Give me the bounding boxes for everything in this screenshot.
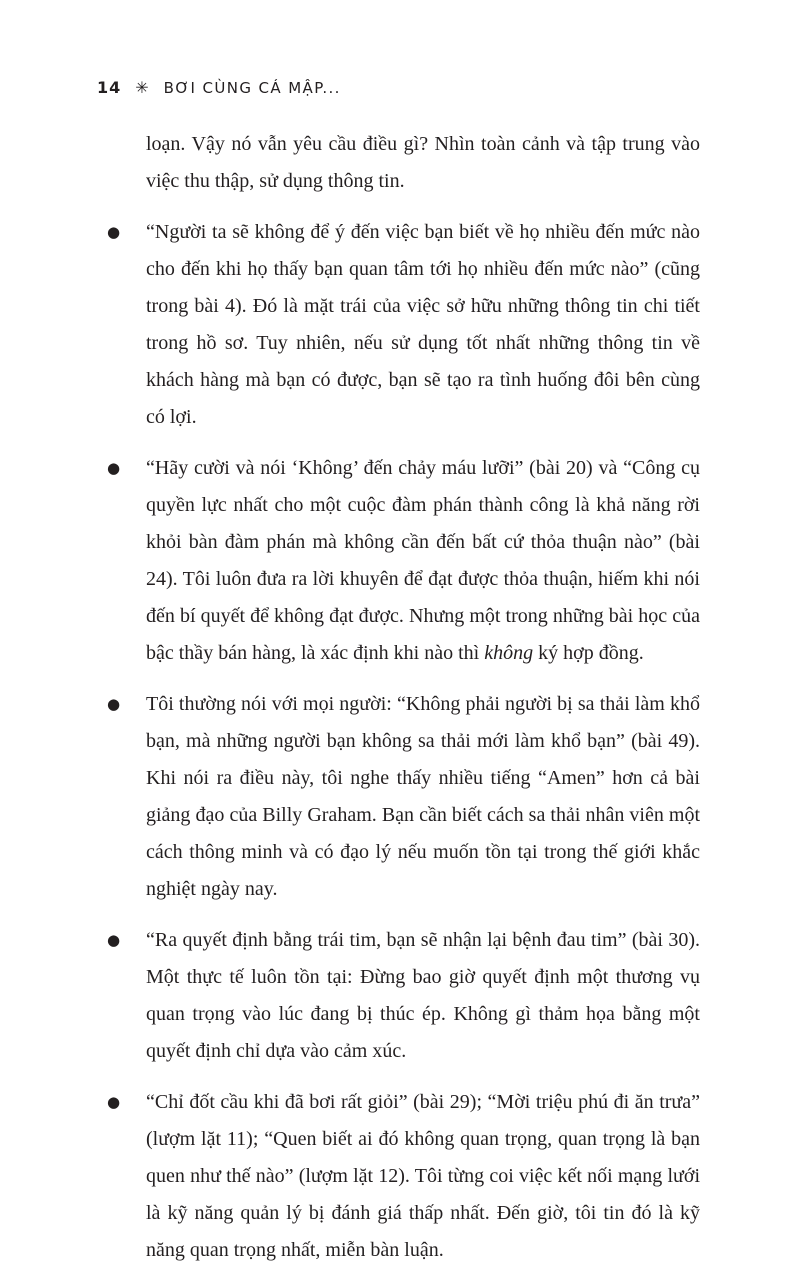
italic-word: không — [484, 642, 534, 664]
bullet-text-part-a: “Hãy cười và nói ‘Không’ đến chảy máu lưỡi” (bài 20) và “Công cụ quyền lực nhất cho một cuộc đàm phán thành công là khả năng rời khỏi bàn đàm phán mà không cần đến bất cứ thỏa thuận nào” (bài 24). Tôi luôn đưa ra lời khuyên để đạt được thỏa thuận, hiếm khi nói đến bí quyết để không đạt được. Nhưng một trong những bài học của bậc thầy bán hàng, là xác định khi nào thì — [146, 457, 700, 664]
bullet-text: Tôi thường nói với mọi người: “Không phải người bị sa thải làm khổ bạn, mà những người bạn không sa thải mới làm khổ bạn” (bài 49). Khi nói ra điều này, tôi nghe thấy nhiều tiếng “Amen” hơn cả bài giảng đạo của Billy Graham. Bạn cần biết cách sa thải nhân viên một cách thông minh và có đạo lý nếu muốn tồn tại trong thế giới khắc nghiệt ngày nay. — [146, 693, 700, 900]
bullet-icon: ● — [107, 695, 121, 713]
bullet-icon: ● — [107, 931, 121, 949]
bullet-text: “Người ta sẽ không để ý đến việc bạn biết về họ nhiều đến mức nào cho đến khi họ thấy bạn quan tâm tới họ nhiều đến mức nào” (cũng trong bài 4). Đó là mặt trái của việc sở hữu những thông tin chi tiết trong hồ sơ. Tuy nhiên, nếu sử dụng tốt nhất những thông tin về khách hàng mà bạn có được, bạn sẽ tạo ra tình huống đôi bên cùng có lợi. — [146, 221, 700, 428]
bullet-item-2 — [107, 450, 700, 672]
bullet-icon: ● — [107, 459, 121, 477]
bullet-item-3 — [107, 686, 700, 908]
bullet-text: “Chỉ đốt cầu khi đã bơi rất giỏi” (bài 29); “Mời triệu phú đi ăn trưa” (lượm lặt 11); “Quen biết ai đó không quan trọng, quan trọng là bạn quen như thế nào” (lượm lặt 12). Tôi từng coi việc kết nối mạng lưới là kỹ năng quản lý bị đánh giá thấp nhất. Đến giờ, tôi tin đó là kỹ năng quan trọng nhất, miễn bàn luận. — [146, 1091, 700, 1261]
bullet-item-5 — [107, 1084, 700, 1269]
bullet-item-1 — [107, 214, 700, 436]
asterisk-separator-icon: ✳ — [135, 78, 150, 97]
bullet-icon: ● — [107, 223, 121, 241]
bullet-text — [146, 457, 700, 664]
bullet-item-4 — [107, 922, 700, 1070]
running-title: BƠI CÙNG CÁ MẬP... — [163, 78, 341, 97]
bullet-text-part-b: ký hợp đồng. — [533, 642, 644, 664]
running-header — [97, 78, 341, 97]
intro-paragraph: loạn. Vậy nó vẫn yêu cầu điều gì? Nhìn toàn cảnh và tập trung vào việc thu thập, sử dụng thông tin. — [146, 133, 700, 192]
bullet-text: “Ra quyết định bằng trái tim, bạn sẽ nhận lại bệnh đau tim” (bài 30). Một thực tế luôn tồn tại: Đừng bao giờ quyết định một thương vụ quan trọng vào lúc đang bị thúc ép. Không gì thảm họa bằng một quyết định chỉ dựa vào cảm xúc. — [146, 929, 700, 1062]
page-body — [107, 126, 700, 1269]
page-number: 14 — [97, 78, 122, 97]
bullet-icon: ● — [107, 1093, 121, 1111]
